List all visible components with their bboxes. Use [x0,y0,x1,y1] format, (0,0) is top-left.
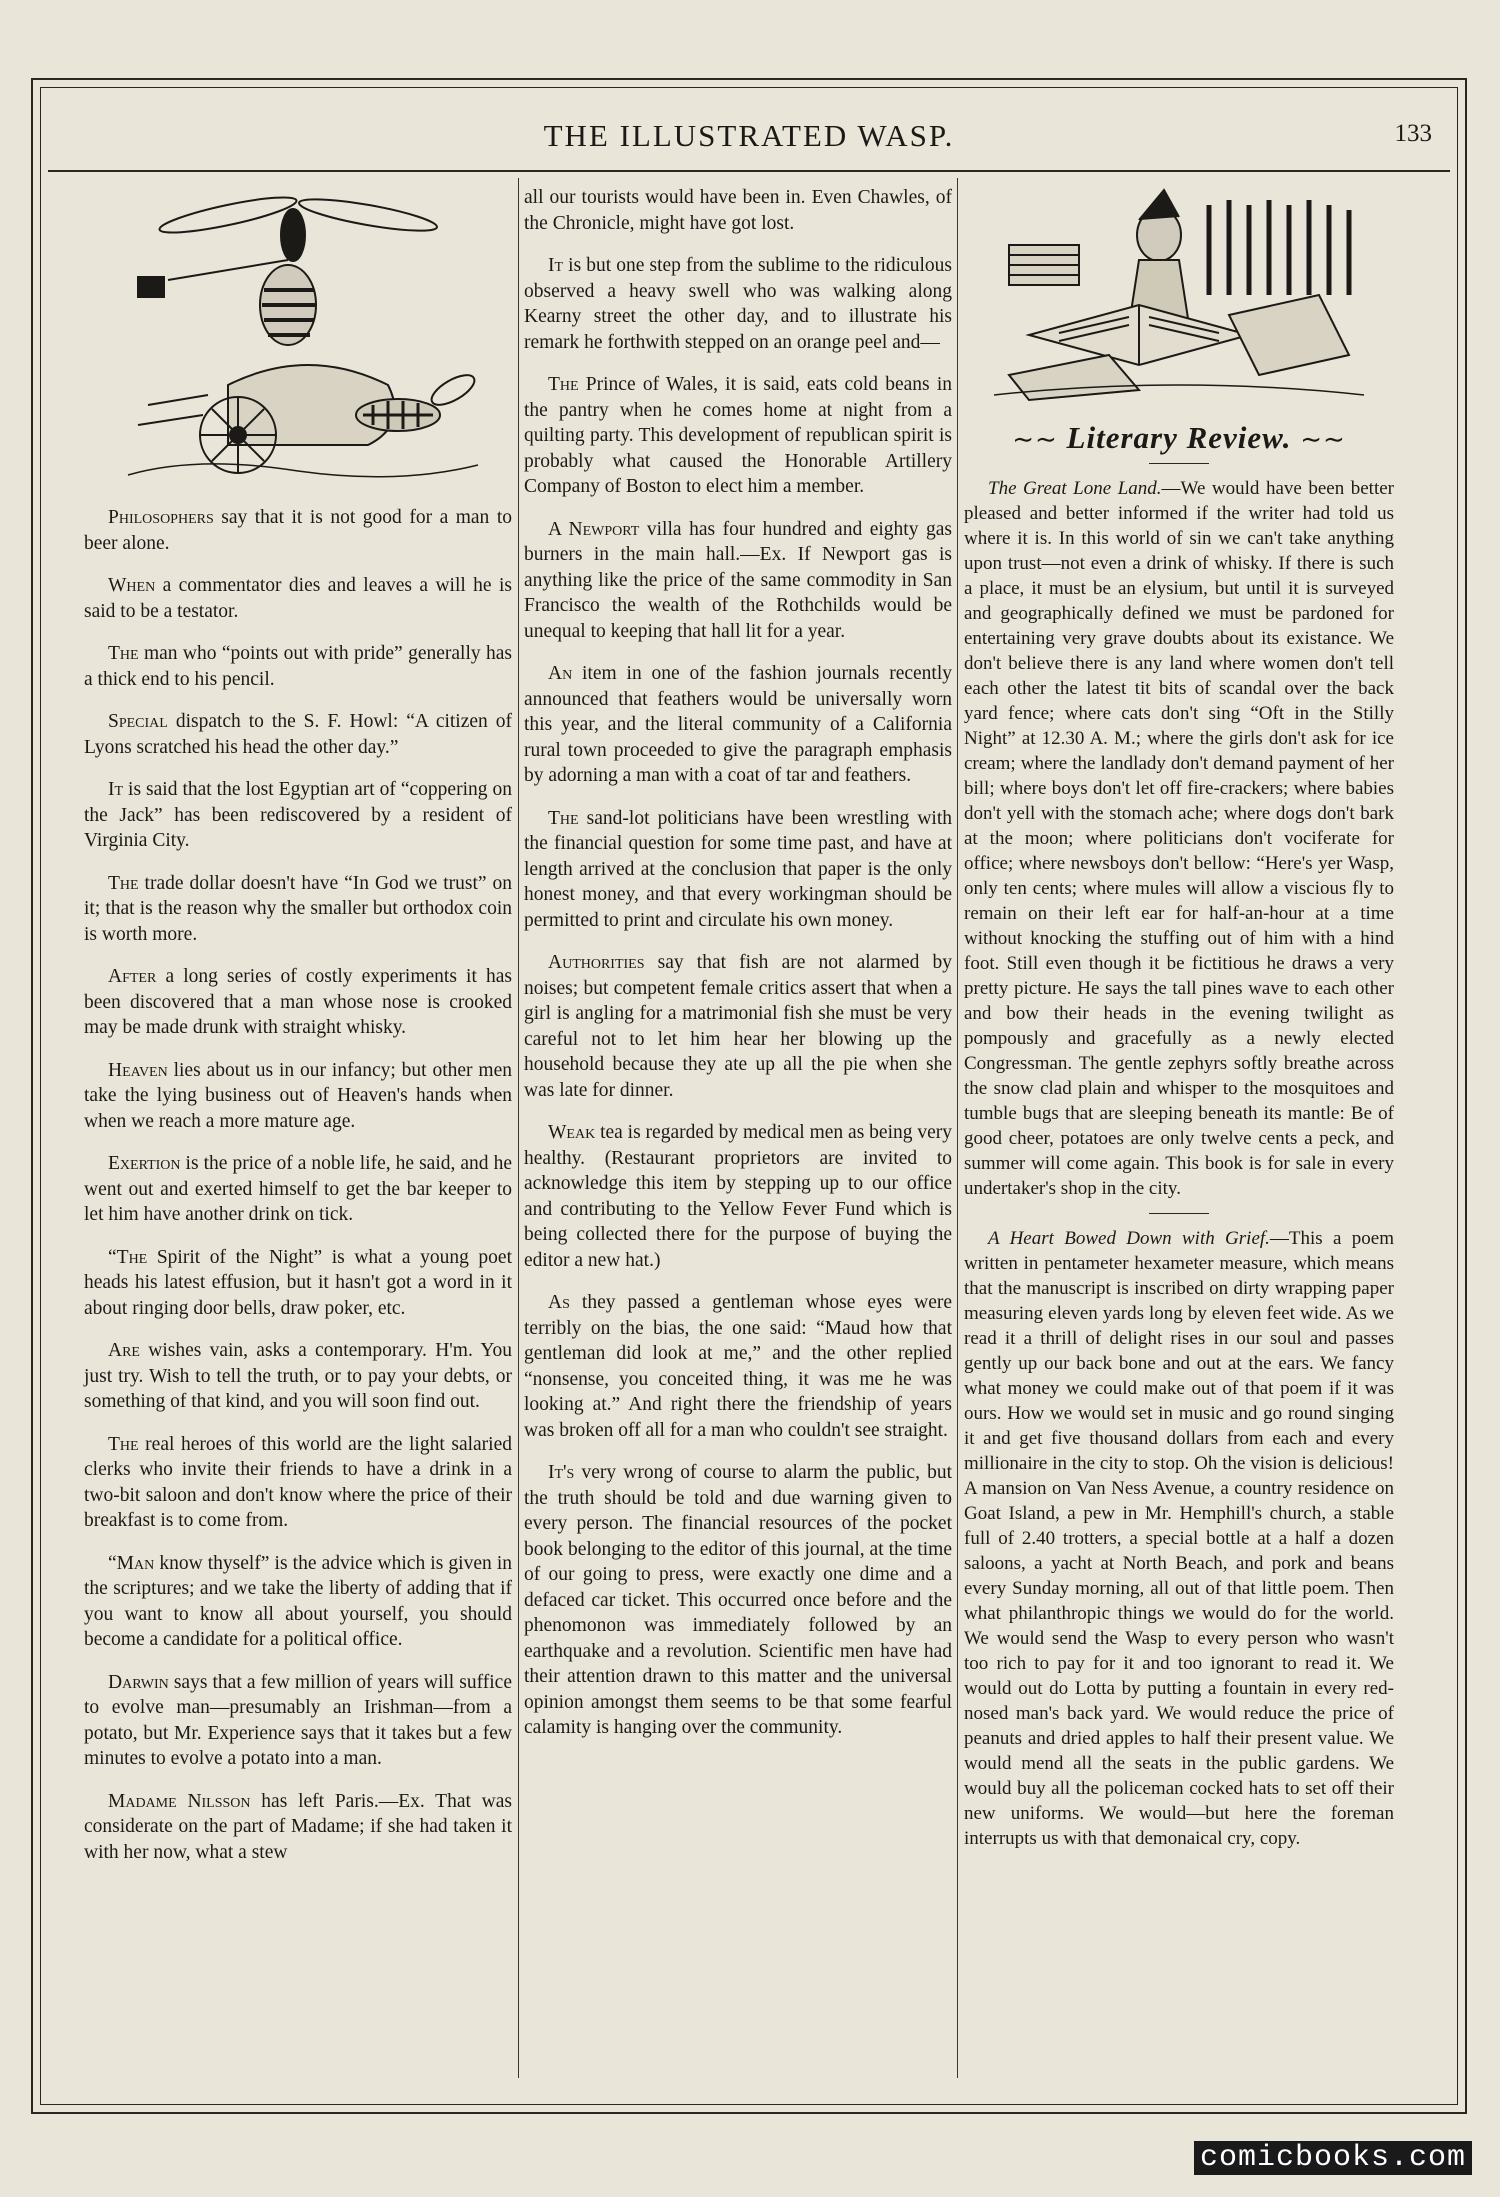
paragraph-text: say that fish are not alarmed by noises; but competent female critics assert that when a girl is angling for a matrimonial fish she must be very careful not to let him hear her blowing up the household because they ate up all the pie when she was late for dinner. [524,952,952,1101]
section-rule [1149,463,1209,464]
paragraph-lead: A Heart Bowed Down with Grief. [988,1227,1270,1249]
paragraph-text: they passed a gentleman whose eyes were terribly on the bias, the one said: “Maud how that gentleman did look at me,” and the other replied “nonsense, you conceited thing, it was me he was looking at.” And right there the friendship of years was broken off all for a man who couldn't see straight. [524,1292,952,1441]
paragraph [84,641,512,692]
paragraph-text: dispatch to the S. F. Howl: “A citizen of Lyons scratched his head the other day.” [84,711,512,758]
paragraph-text: wishes vain, asks a contemporary. H'm. You just try. Wish to tell the truth, or to pay your debts, or something of that kind, and you will soon find out. [84,1340,512,1412]
paragraph [84,1338,512,1415]
paragraph-lead: Darwin [108,1671,169,1693]
paragraph-text: is the price of a noble life, he said, and he went out and exerted himself to get the bar keeper to let him have another drink on tick. [84,1153,512,1225]
paragraph-text: a commentator dies and leaves a will he is said to be a testator. [84,575,512,622]
paragraph [84,777,512,854]
paragraph-lead: It's [548,1462,575,1483]
running-title: THE ILLUSTRATED WASP. [543,118,955,153]
paragraph [524,517,952,645]
paragraph [524,806,952,934]
paragraph [84,505,512,556]
paragraph-lead: As [548,1292,570,1313]
paragraph-lead: The [108,643,139,664]
gnome-reading-drawing [989,185,1369,405]
article-divider [1149,1213,1209,1214]
paragraph-lead: The [108,1433,139,1455]
header-rule [48,170,1450,172]
paragraph-lead: “The [108,1246,148,1268]
paragraph [524,372,952,500]
paragraph-text: Prince of Wales, it is said, eats cold beans in the pantry when he comes home at night from a quilting party. This development of republican spirit is probably what caused the Honorable Artillery Company of Boston to elect him a member. [524,374,952,497]
paragraph-lead: Heaven [108,1059,168,1081]
column-1-text [84,505,512,1865]
paragraph-text: trade dollar doesn't have “In God we trust” on it; that is the reason why the smaller but orthodox coin is worth more. [84,872,512,945]
right-ornament: ∼∼ [1300,425,1346,454]
paragraph-lead: The [548,374,579,395]
paragraph [84,1432,512,1534]
paragraph-lead: The [548,807,579,829]
paragraph [84,1245,512,1322]
paragraph-text: Spirit of the Night” is what a young poet heads his latest effusion, but it hasn't got a word in it about ringing door bells, draw poker, etc. [84,1246,512,1319]
paragraph-text: real heroes of this world are the light salaried clerks who invite their friends to have a drink in a two-bit saloon and don't know where the price of their breakfast is to come from. [84,1433,512,1531]
column-divider [518,178,519,2078]
paragraph-lead: A Newport [548,518,640,540]
paragraph [524,1290,952,1443]
column-2 [524,185,952,1758]
paragraph-text: is said that the lost Egyptian art of “coppering on the Jack” has been rediscovered by a resident of Virginia City. [84,779,512,851]
watermark: comicbooks.com [1194,2141,1472,2175]
column-1 [84,185,512,1882]
paragraph [964,476,1394,1201]
section-title-text: Literary Review. [1066,420,1292,455]
section-title [964,420,1394,455]
paragraph-lead: When [108,575,156,596]
paragraph [84,1670,512,1772]
paragraph-lead: Authorities [548,952,645,973]
paragraph-text: very wrong of course to alarm the public, but the truth should be told and due warning given to every person. The financial resources of the pocket book belonging to the editor of this journal, at the time of our going to press, were exactly one dime and a defaced car ticket. This occurred once before and the phenomonon was immediately followed by an earthquake and a revolution. Scientific men have had their attention drawn to this matter and the universal opinion amongst them seems to be that some fearful calamity is hanging over the community. [524,1462,952,1738]
column-divider [957,178,958,2078]
paragraph [84,871,512,948]
paragraph [524,185,952,236]
paragraph [524,661,952,789]
paragraph-text: all our tourists would have been in. Even Chawles, of the Chronicle, might have got lost. [524,187,952,234]
paragraph-lead: Philosophers [108,507,214,528]
page-number: 133 [1394,120,1432,147]
paragraph-lead: The Great Lone Land. [988,477,1162,499]
paragraph-text: man who “points out with pride” generally has a thick end to his pencil. [84,643,512,690]
left-ornament: ∼∼ [1012,425,1058,454]
paragraph [84,1058,512,1135]
paragraph-lead: It [108,779,124,800]
paragraph-text: says that a few million of years will suffice to evolve man—presumably an Irishman—from a potato, but Mr. Experience says that it takes but a few minutes to evolve a potato into a man. [84,1671,512,1769]
gnome-reading-illustration [989,185,1369,405]
paragraph-text: —This a poem written in pentameter hexameter measure, which means that the manuscript is inscribed on dirty wrapping paper measuring eleven yards long by eleven feet wide. As we read it a thrill of delight rises in our soul and passes gently up our back bone and out at the ears. We fancy what money we could make out of that poem if it was ours. How we would set in music and go round singing it and get five thousand dollars from each and every millionaire in the city to stop. Oh the vision is delicious! A mansion on Van Ness Avenue, a country residence on Goat Island, a pew in Mr. Hemphill's church, a stable full of 2.40 trotters, a special bottle at a half a dozen saloons, a yacht at North Beach, and pork and beans every Sunday morning, all out of that little poem. Then what philanthropic things we would do for the world. We would send the Wasp to every person who wasn't too rich to pay for it and too ignorant to read it. We would out do Lotta by putting a fountain in every red-nosed man's back yard. We would reduce the price of peanuts and dried apples to half their present value. We would mend all the seats in the public gardens. We would buy all the policeman cocked hats to set off their new uniforms. We would—but here the foreman interrupts us with that demonaical cry, copy. [964,1227,1394,1849]
paragraph-text: has left Paris.—Ex. That was considerate on the part of Madame; if she had taken it with her now, what a stew [84,1790,512,1863]
column-2-text [524,185,952,1741]
wasp-chariot-drawing [108,185,488,485]
paragraph-text: a long series of costly experiments it has been discovered that a man whose nose is crooked may be made drunk with straight whisky. [84,966,512,1038]
paragraph-lead: It [548,255,564,276]
paragraph-text: villa has four hundred and eighty gas burners in the main hall.—Ex. If Newport gas is anything like the price of the same commodity in San Francisco the wealth of the Rothchilds would be unequal to keeping that hall lit for a year. [524,518,952,642]
paragraph-lead: After [108,966,157,987]
page-header [48,112,1450,162]
paragraph [84,573,512,624]
column-3-text [964,476,1394,1851]
paragraph [524,950,952,1103]
paragraph [964,1226,1394,1851]
paragraph-text: lies about us in our infancy; but other men take the lying business out of Heaven's hands when when we reach a more mature age. [84,1059,512,1132]
paragraph [84,1551,512,1653]
paragraph [84,1789,512,1866]
paragraph-text: know thyself” is the advice which is given in the scriptures; and we take the liberty of adding that if you want to know all about yourself, you should become a candidate for a political office. [84,1552,512,1650]
paragraph-lead: Weak [548,1122,596,1143]
paragraph-lead: The [108,872,139,894]
paragraph [84,709,512,760]
paragraph-lead: Special [108,711,168,732]
paragraph-lead: Exertion [108,1153,181,1174]
column-3 [964,185,1394,1863]
paragraph-lead: Madame Nilsson [108,1790,251,1812]
paragraph [524,1460,952,1741]
paragraph-text: sand-lot politicians have been wrestling with the financial question for some time past, and have at length arrived at the conclusion that paper is the only honest money, and that every workingman should be permitted to print and circulate his own money. [524,807,952,931]
paragraph-text: item in one of the fashion journals recently announced that feathers would be universally worn this year, and the literal community of a California rural town proceeded to give the paragraph emphasis by adorning a man with a coat of tar and feathers. [524,663,952,786]
paragraph-text: —We would have been better pleased and better informed if the writer had told us where it is. In this world of sin we can't take anything upon trust—not even a drink of whisky. If there is such a place, it must be an elysium, but until it is surveyed and geographically defined we must be pardoned for entertaining very grave doubts about its existance. We don't believe there is any land where women don't tell each other the latest tit bits of scandal over the back yard fence; where cats don't sing “Oft in the Stilly Night” at 12.30 A. M.; where the girls don't ask for ice cream; where the landlady don't demand payment of her bill; where boys don't let off fire-crackers; where babies don't yell with the stomach ache; where dogs don't bark at the moon; where politicians don't vociferate for office; where newsboys don't bellow: “Here's yer Wasp, only ten cents; where mules will allow a viscious fly to remain on their left ear for half-an-hour at a time without knocking the stuffing out of him with a hind foot. Still even though it be fictitious he draws a very pretty picture. He says the tall pines wave to each other and bow their heads in the evening twilight as pompously and gracefully as a newly elected Congressman. The gentle zephyrs softly breathe across the snow clad plain and whisper to the mosquitoes and tumble bugs that are sleeping beneath its mantle: Be of good cheer, potatoes are only twelve cents a peck, and summer will come again. This book is for sale in every undertaker's shop in the city. [964,477,1394,1199]
paragraph [524,1120,952,1273]
paragraph-text: tea is regarded by medical men as being very healthy. (Restaurant proprietors are invited to acknowledge this item by stepping up to our office and contributing to the Yellow Fever Fund which is being collected there for the purpose of buying the editor a new hat.) [524,1122,953,1271]
paragraph [84,964,512,1041]
paragraph [84,1151,512,1228]
wasp-chariot-illustration [108,185,488,485]
paragraph [524,253,952,355]
paragraph-lead: “Man [108,1552,155,1574]
paragraph-lead: An [548,663,573,684]
paragraph-text: say that it is not good for a man to beer alone. [84,507,512,554]
paragraph-lead: Are [108,1340,140,1361]
paragraph-text: is but one step from the sublime to the ridiculous observed a heavy swell who was walking along Kearny street the other day, and to illustrate his remark he forthwith stepped on an orange peel and— [524,255,952,353]
